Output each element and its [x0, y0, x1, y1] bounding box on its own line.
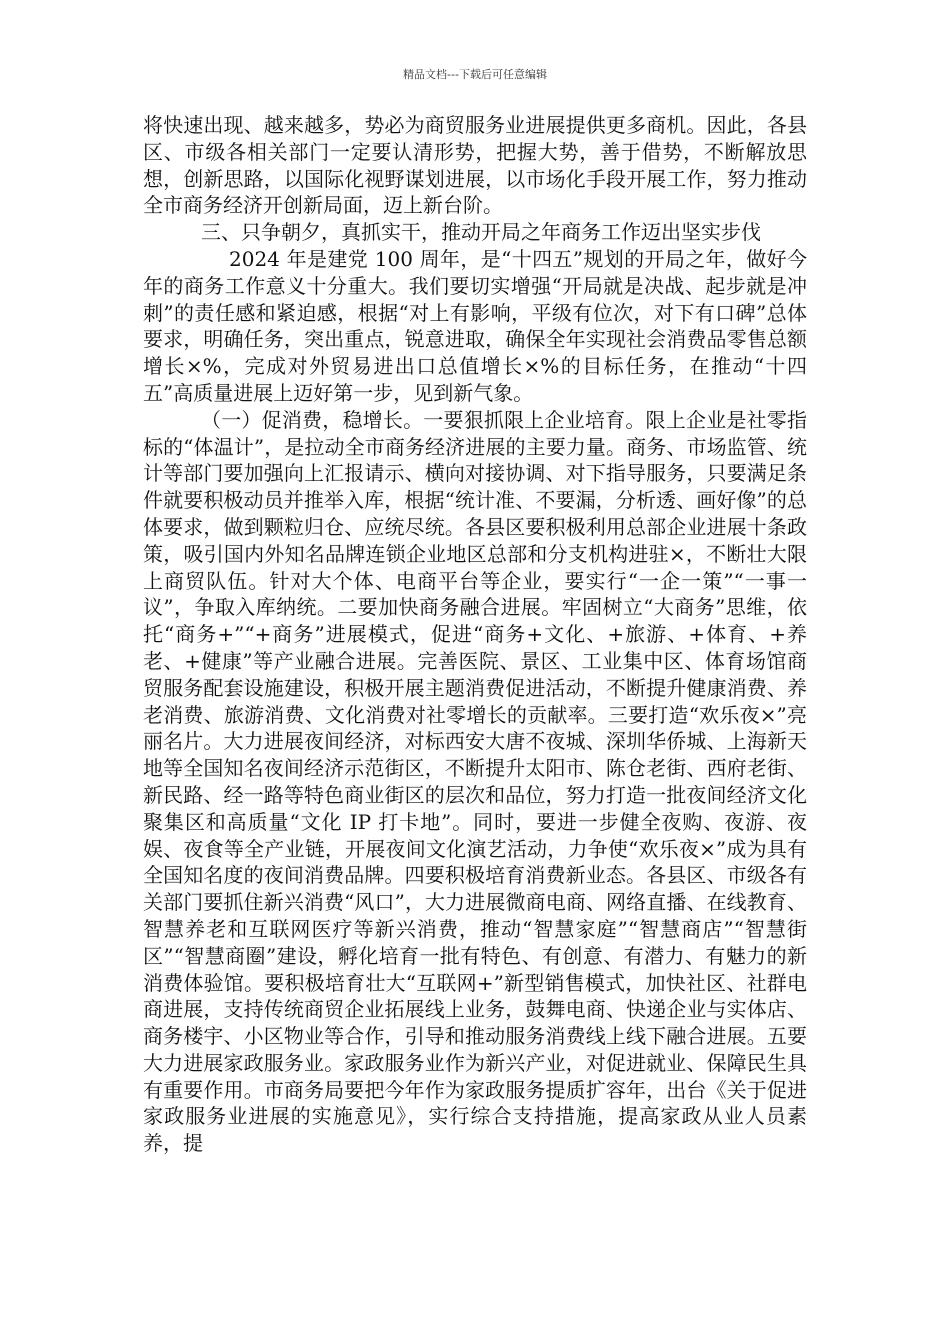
paragraph-continuation: 将快速出现、越来越多，势必为商贸服务业进展提供更多商机。因此，各县区、市级各相关部门一定要认清形势，把握大势，善于借势，不断解放思想，创新思路，以国际化视野谋划进展，以市场化手段开展工作，努力推动全市商务经济开创新局面，迈上新台阶。	[143, 113, 807, 218]
paragraph-promote-consumption: （一）促消费，稳增长。一要狠抓限上企业培育。限上企业是社零指标的“体温计”，是拉动全市商务经济进展的主要力量。商务、市场监管、统计等部门要加强向上汇报请示、横向对接协调、对下指导服务，只要满足条件就要积极动员并推举入库，根据“统计准、不要漏，分析透、画好像”的总体要求，做到颗粒归仓、应统尽统。各县区要积极利用总部企业进展十条政策，吸引国内外知名品牌连锁企业地区总部和分支机构进驻×，不断壮大限上商贸队伍。针对大个体、电商平台等企业，要实行“一企一策”“一事一议”，争取入库纳统。二要加快商务融合进展。牢固树立“大商务”思维，依托“商务+”“+商务”进展模式，促进“商务+文化、+旅游、+体育、+养老、+健康”等产业融合进展。完善医院、景区、工业集中区、体育场馆商贸服务配套设施建设，积极开展主题消费促进活动，不断提升健康消费、养老消费、旅游消费、文化消费对社零增长的贡献率。三要打造“欢乐夜×”亮丽名片。大力进展夜间经济，对标西安大唐不夜城、深圳华侨城、上海新天地等全国知名夜间经济示范街区，不断提升太阳市、陈仓老街、西府老街、新民路、经一路等特色商业街区的层次和品位，努力打造一批夜间经济文化聚集区和高质量“文化 IP 打卡地”。同时，要进一步健全夜购、夜游、夜娱、夜食等全产业链，开展夜间文化演艺活动，力争使“欢乐夜×”成为具有全国知名度的夜间消费品牌。四要积极培育消费新业态。各县区、市级各有关部门要抓住新兴消费“风口”，大力进展微商电商、网络直播、在线教育、智慧养老和互联网医疗等新兴消费，推动“智慧家庭”“智慧商店”“智慧街区”“智慧商圈”建设，孵化培育一批有特色、有创意、有潜力、有魅力的新消费体验馆。要积极培育壮大“互联网+”新型销售模式，加快社区、社群电商进展，支持传统商贸企业拓展线上业务，鼓舞电商、快递企业与实体店、商务楼宇、小区物业等合作，引导和推动服务消费线上线下融合进展。五要大力进展家政服务业。家政服务业作为新兴产业，对促进就业、保障民生具有重要作用。市商务局要把今年作为家政服务提质扩容年，出台《关于促进家政服务业进展的实施意见》，实行综合支持措施，提高家政从业人员素养，提	[143, 407, 807, 1156]
page-header: 精品文档---下载后可任意编辑	[403, 68, 547, 81]
document-body	[143, 112, 807, 1157]
section-heading-three: 三、只争朝夕，真抓实干，推动开局之年商务工作迈出坚实步伐	[201, 220, 761, 245]
paragraph-2024-goals: 2024 年是建党 100 周年，是“十四五”规划的开局之年，做好今年的商务工作意义十分重大。我们要切实增强“开局就是决战、起步就是冲刺”的责任感和紧迫感，根据“对上有影响，平级有位次，对下有口碑”总体要求，明确任务，突出重点，锐意进取，确保全年实现社会消费品零售总额增长×%，完成对外贸易进出口总值增长×%的目标任务，在推动“十四五”高质量进展上迈好第一步，见到新气象。	[143, 246, 807, 405]
